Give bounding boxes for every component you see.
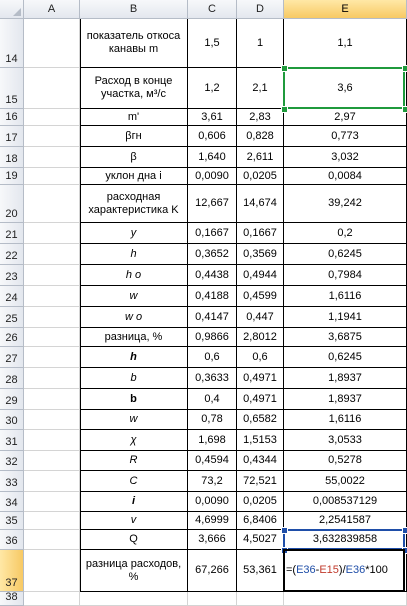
cell-c34[interactable]: 0,0090 <box>188 492 237 512</box>
row-header-34[interactable]: 34 <box>0 492 24 512</box>
column-header-a[interactable]: A <box>24 0 80 19</box>
cell-c22[interactable]: 0,3652 <box>188 244 237 265</box>
reference-handle-e36-0[interactable] <box>281 527 288 534</box>
row-header-14[interactable]: 14 <box>0 19 24 68</box>
cell-e25[interactable]: 1,1941 <box>284 307 407 328</box>
row-header-37[interactable]: 37 <box>0 550 24 592</box>
cell-b18[interactable]: β <box>80 147 188 168</box>
cell-d21[interactable]: 0,1667 <box>237 223 284 244</box>
cell-d29[interactable]: 0,4971 <box>237 389 284 410</box>
row-header-26[interactable]: 26 <box>0 328 24 347</box>
column-header-b[interactable]: B <box>80 0 188 19</box>
cell-a26[interactable] <box>24 328 80 347</box>
cell-a20[interactable] <box>24 185 80 223</box>
row-header-27[interactable]: 27 <box>0 347 24 368</box>
cell-c20[interactable]: 12,667 <box>188 185 237 223</box>
cell-d15[interactable]: 2,1 <box>237 68 284 109</box>
cell-d20[interactable]: 14,674 <box>237 185 284 223</box>
cell-d28[interactable]: 0,4971 <box>237 368 284 389</box>
cell-a22[interactable] <box>24 244 80 265</box>
cell-b29[interactable]: b <box>80 389 188 410</box>
cell-c23[interactable]: 0,4438 <box>188 265 237 286</box>
cell-a15[interactable] <box>24 68 80 109</box>
cell-c30[interactable]: 0,78 <box>188 410 237 430</box>
cell-b31[interactable]: χ <box>80 430 188 451</box>
row-header-29[interactable]: 29 <box>0 389 24 410</box>
cell-d18[interactable]: 2,611 <box>237 147 284 168</box>
cell-c29[interactable]: 0,4 <box>188 389 237 410</box>
column-header-c[interactable]: C <box>188 0 237 19</box>
cell-b14[interactable]: показатель откоса канавы m <box>80 19 188 68</box>
cell-b23[interactable]: h o <box>80 265 188 286</box>
cell-d14[interactable]: 1 <box>237 19 284 68</box>
reference-handle-e36-2[interactable] <box>281 547 288 554</box>
reference-handle-e15-1[interactable] <box>402 65 407 72</box>
cell-b37[interactable]: разница расходов, % <box>80 550 188 592</box>
cell-a27[interactable] <box>24 347 80 368</box>
cell-e18[interactable]: 3,032 <box>284 147 407 168</box>
row-header-19[interactable]: 19 <box>0 168 24 185</box>
cell-d24[interactable]: 0,4599 <box>237 286 284 307</box>
cell-c16[interactable]: 3,61 <box>188 109 237 126</box>
cell-d34[interactable]: 0,0205 <box>237 492 284 512</box>
cell-b38[interactable] <box>80 592 188 606</box>
cell-b25[interactable]: w o <box>80 307 188 328</box>
cell-c26[interactable]: 0,9866 <box>188 328 237 347</box>
row-header-22[interactable]: 22 <box>0 244 24 265</box>
reference-handle-e36-1[interactable] <box>402 527 407 534</box>
cell-b30[interactable]: w <box>80 410 188 430</box>
cell-b21[interactable]: y <box>80 223 188 244</box>
select-all-corner[interactable] <box>0 0 24 19</box>
cell-c36[interactable]: 3,666 <box>188 530 237 550</box>
cell-d25[interactable]: 0,447 <box>237 307 284 328</box>
cell-c18[interactable]: 1,640 <box>188 147 237 168</box>
reference-handle-e36-3[interactable] <box>402 547 407 554</box>
cell-c35[interactable]: 4,6999 <box>188 512 237 530</box>
cell-d32[interactable]: 0,4344 <box>237 451 284 471</box>
cell-d22[interactable]: 0,3569 <box>237 244 284 265</box>
cell-e21[interactable]: 0,2 <box>284 223 407 244</box>
cell-c38[interactable] <box>188 592 237 606</box>
cell-e22[interactable]: 0,6245 <box>284 244 407 265</box>
cell-d33[interactable]: 72,521 <box>237 471 284 492</box>
formula-part-mid: )/ <box>338 564 346 576</box>
cell-c21[interactable]: 0,1667 <box>188 223 237 244</box>
cell-a31[interactable] <box>24 430 80 451</box>
cell-c31[interactable]: 1,698 <box>188 430 237 451</box>
cell-e36[interactable]: 3,632839858 <box>284 530 407 550</box>
cell-a24[interactable] <box>24 286 80 307</box>
row-header-17[interactable]: 17 <box>0 126 24 147</box>
cell-c28[interactable]: 0,3633 <box>188 368 237 389</box>
cell-a25[interactable] <box>24 307 80 328</box>
table-left-border <box>80 19 81 592</box>
cell-e30[interactable]: 1,6116 <box>284 410 407 430</box>
cell-c19[interactable]: 0,0090 <box>188 168 237 185</box>
cell-d17[interactable]: 0,828 <box>237 126 284 147</box>
cell-e27[interactable]: 0,6245 <box>284 347 407 368</box>
cell-d30[interactable]: 0,6582 <box>237 410 284 430</box>
cell-d19[interactable]: 0,0205 <box>237 168 284 185</box>
cell-e37-formula-editor[interactable] <box>284 550 407 592</box>
row-header-25[interactable]: 25 <box>0 307 24 328</box>
cell-a32[interactable] <box>24 451 80 471</box>
row-header-36[interactable]: 36 <box>0 530 24 550</box>
cell-a37[interactable] <box>24 550 80 592</box>
column-header-e[interactable]: E <box>284 0 407 19</box>
row-header-15[interactable]: 15 <box>0 68 24 109</box>
cell-d16[interactable]: 2,83 <box>237 109 284 126</box>
cell-b24[interactable]: w <box>80 286 188 307</box>
row-header-31[interactable]: 31 <box>0 430 24 451</box>
cell-a33[interactable] <box>24 471 80 492</box>
cell-b20[interactable]: расходная характеристика K <box>80 185 188 223</box>
cell-d31[interactable]: 1,5153 <box>237 430 284 451</box>
reference-handle-e15-0[interactable] <box>281 65 288 72</box>
cell-b34[interactable]: i <box>80 492 188 512</box>
cell-a19[interactable] <box>24 168 80 185</box>
row-header-32[interactable]: 32 <box>0 451 24 471</box>
cell-b22[interactable]: h <box>80 244 188 265</box>
cell-d35[interactable]: 6,8406 <box>237 512 284 530</box>
cell-b28[interactable]: b <box>80 368 188 389</box>
row-header-35[interactable]: 35 <box>0 512 24 530</box>
cell-a17[interactable] <box>24 126 80 147</box>
cell-e28[interactable]: 1,8937 <box>284 368 407 389</box>
column-header-d[interactable]: D <box>237 0 284 19</box>
cell-e15[interactable]: 3,6 <box>284 68 407 109</box>
cell-c15[interactable]: 1,2 <box>188 68 237 109</box>
cell-c25[interactable]: 0,4147 <box>188 307 237 328</box>
cell-a16[interactable] <box>24 109 80 126</box>
cell-e34[interactable]: 0,008537129 <box>284 492 407 512</box>
cell-a29[interactable] <box>24 389 80 410</box>
cell-a18[interactable] <box>24 147 80 168</box>
formula-part-minus: - <box>315 564 320 576</box>
cell-e23[interactable]: 0,7984 <box>284 265 407 286</box>
cell-c37[interactable]: 67,266 <box>188 550 237 592</box>
cell-a14[interactable] <box>24 19 80 68</box>
cell-a30[interactable] <box>24 410 80 430</box>
cell-a34[interactable] <box>24 492 80 512</box>
cell-b27[interactable]: h <box>80 347 188 368</box>
cell-d27[interactable]: 0,6 <box>237 347 284 368</box>
cell-e32[interactable]: 0,5278 <box>284 451 407 471</box>
row-header-30[interactable]: 30 <box>0 410 24 430</box>
formula-part-ref2: E15 <box>319 564 339 576</box>
cell-b16[interactable]: m' <box>80 109 188 126</box>
cell-e24[interactable]: 1,6116 <box>284 286 407 307</box>
cell-e26[interactable]: 3,6875 <box>284 328 407 347</box>
cell-e20[interactable]: 39,242 <box>284 185 407 223</box>
cell-e19[interactable]: 0,0084 <box>284 168 407 185</box>
row-header-21[interactable]: 21 <box>0 223 24 244</box>
cell-e38[interactable] <box>284 592 407 606</box>
row-header-33[interactable]: 33 <box>0 471 24 492</box>
cell-b36[interactable]: Q <box>80 530 188 550</box>
cell-d37[interactable]: 53,361 <box>237 550 284 592</box>
cell-e29[interactable]: 1,8937 <box>284 389 407 410</box>
cell-b17[interactable]: βгн <box>80 126 188 147</box>
cell-d38[interactable] <box>237 592 284 606</box>
cell-c33[interactable]: 73,2 <box>188 471 237 492</box>
cell-e16[interactable]: 2,97 <box>284 109 407 126</box>
cell-c24[interactable]: 0,4188 <box>188 286 237 307</box>
row-header-24[interactable]: 24 <box>0 286 24 307</box>
row-header-23[interactable]: 23 <box>0 265 24 286</box>
cell-a38[interactable] <box>24 592 80 606</box>
row-header-20[interactable]: 20 <box>0 185 24 223</box>
cell-b35[interactable]: v <box>80 512 188 530</box>
row-header-18[interactable]: 18 <box>0 147 24 168</box>
cell-b19[interactable]: уклон дна i <box>80 168 188 185</box>
cell-c17[interactable]: 0,606 <box>188 126 237 147</box>
cell-a21[interactable] <box>24 223 80 244</box>
cell-b33[interactable]: C <box>80 471 188 492</box>
formula-part-ref3: E36 <box>345 564 366 576</box>
reference-handle-e15-2[interactable] <box>281 106 288 113</box>
row-header-16[interactable]: 16 <box>0 109 24 126</box>
row-header-38[interactable]: 38 <box>0 592 24 606</box>
cell-e35[interactable]: 2,2541587 <box>284 512 407 530</box>
cell-a23[interactable] <box>24 265 80 286</box>
cell-e14[interactable]: 1,1 <box>284 19 407 68</box>
cell-e31[interactable]: 3,0533 <box>284 430 407 451</box>
cell-d26[interactable]: 2,8012 <box>237 328 284 347</box>
cell-e33[interactable]: 55,0022 <box>284 471 407 492</box>
cell-c14[interactable]: 1,5 <box>188 19 237 68</box>
cell-e17[interactable]: 0,773 <box>284 126 407 147</box>
cell-b26[interactable]: разница, % <box>80 328 188 347</box>
cell-b15[interactable]: Расход в конце участка, м³/с <box>80 68 188 109</box>
formula-part-prefix: =( <box>286 564 297 576</box>
cell-c32[interactable]: 0,4594 <box>188 451 237 471</box>
formula-part-ref1: E36 <box>296 564 316 576</box>
cell-a35[interactable] <box>24 512 80 530</box>
cell-d36[interactable]: 4,5027 <box>237 530 284 550</box>
cell-c27[interactable]: 0,6 <box>188 347 237 368</box>
reference-handle-e15-3[interactable] <box>402 106 407 113</box>
cell-d23[interactable]: 0,4944 <box>237 265 284 286</box>
cell-a36[interactable] <box>24 530 80 550</box>
cell-b32[interactable]: R <box>80 451 188 471</box>
formula-part-suffix: *100 <box>365 564 388 576</box>
cell-a28[interactable] <box>24 368 80 389</box>
row-header-28[interactable]: 28 <box>0 368 24 389</box>
